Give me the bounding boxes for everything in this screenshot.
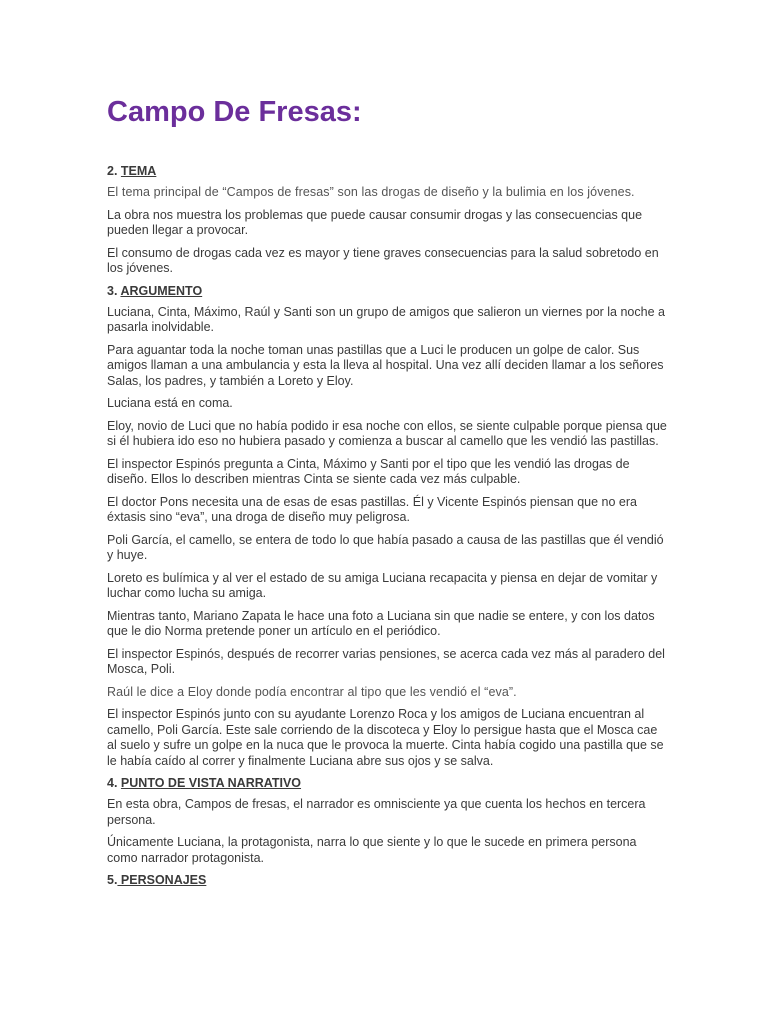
paragraph: Loreto es bulímica y al ver el estado de su amiga Luciana recapacita y piensa en dejar de vomitar y luchar como lucha su amiga. [107,570,658,600]
section-number: 4. [107,776,118,790]
paragraph: El inspector Espinós, después de recorrer varias pensiones, se acerca cada vez más al paradero del Mosca, Poli. [107,646,665,676]
section-heading [107,164,667,179]
section-tema [107,164,667,277]
section-personajes [107,873,667,888]
paragraph: El inspector Espinós pregunta a Cinta, Máximo y Santi por el tipo que les vendió las drogas de diseño. Ellos lo describen mientras Cinta se siente cada vez más culpable. [107,456,630,486]
paragraph: Luciana, Cinta, Máximo, Raúl y Santi son un grupo de amigos que salieron un viernes por la noche a pasarla inolvidable. [107,304,665,334]
paragraph: El doctor Pons necesita una de esas de esas pastillas. Él y Vicente Espinós piensan que no era éxtasis sino “eva”, una droga de diseño muy peligrosa. [107,494,637,524]
section-heading [107,284,667,299]
paragraph: Poli García, el camello, se entera de todo lo que había pasado a causa de las pastillas que él vendió y huye. [107,532,664,562]
paragraph: Únicamente Luciana, la protagonista, narra lo que siente y lo que le sucede en primera persona como narrador protagonista. [107,835,637,865]
paragraph: En esta obra, Campos de fresas, el narrador es omnisciente ya que cuenta los hechos en tercera persona. [107,797,646,827]
paragraph: Eloy, novio de Luci que no había podido ir esa noche con ellos, se siente culpable porque piensa que si él hubiera ido eso no hubiera pasado y comienza a buscar al camello que les vendió las pastillas. [107,418,667,448]
section-punto-de-vista [107,776,667,866]
section-title: TEMA [120,164,157,178]
paragraph: La obra nos muestra los problemas que puede causar consumir drogas y las consecuencias que pueden llegar a provocar. [107,207,643,237]
paragraph: El tema principal de “Campos de fresas” son las drogas de diseño y la bulimia en los jóvenes. [107,185,635,199]
section-argumento [107,284,667,770]
paragraph: Luciana está en coma. [107,396,233,410]
section-number: 2. [107,164,118,178]
section-heading [107,776,667,791]
section-heading [107,873,667,888]
section-title: PERSONAJES [117,873,207,887]
paragraph: Raúl le dice a Eloy donde podía encontrar al tipo que les vendió el “eva”. [107,684,517,699]
paragraph: Para aguantar toda la noche toman unas pastillas que a Luci le producen un golpe de calor. Sus amigos llaman a una ambulancia y esta la lleva al hospital. Una vez allí deciden llamar a los señores Salas, los padres, y también a Loreto y Eloy. [107,342,664,388]
paragraph: El inspector Espinós junto con su ayudante Lorenzo Roca y los amigos de Luciana encuentran al camello, Poli García. Este sale corriendo de la discoteca y Eloy lo persigue hasta que el Mosca cae al suelo y sufre un golpe en la nuca que le provoca la muerte. Cinta había cogido una pastilla que se le había caído al correr y finalmente Luciana abre sus ojos y se salva. [107,707,664,768]
section-title: PUNTO DE VISTA NARRATIVO [120,776,302,790]
section-title: ARGUMENTO [120,283,203,298]
section-number: 5. [107,873,118,887]
document-title: Campo De Fresas: [107,96,362,128]
paragraph: Mientras tanto, Mariano Zapata le hace una foto a Luciana sin que nadie se entere, y con los datos que le dio Norma pretende poner un artículo en el periódico. [107,608,655,638]
section-number: 3. [107,283,118,298]
document-page [107,92,667,894]
paragraph: El consumo de drogas cada vez es mayor y tiene graves consecuencias para la salud sobretodo en los jóvenes. [107,245,659,275]
